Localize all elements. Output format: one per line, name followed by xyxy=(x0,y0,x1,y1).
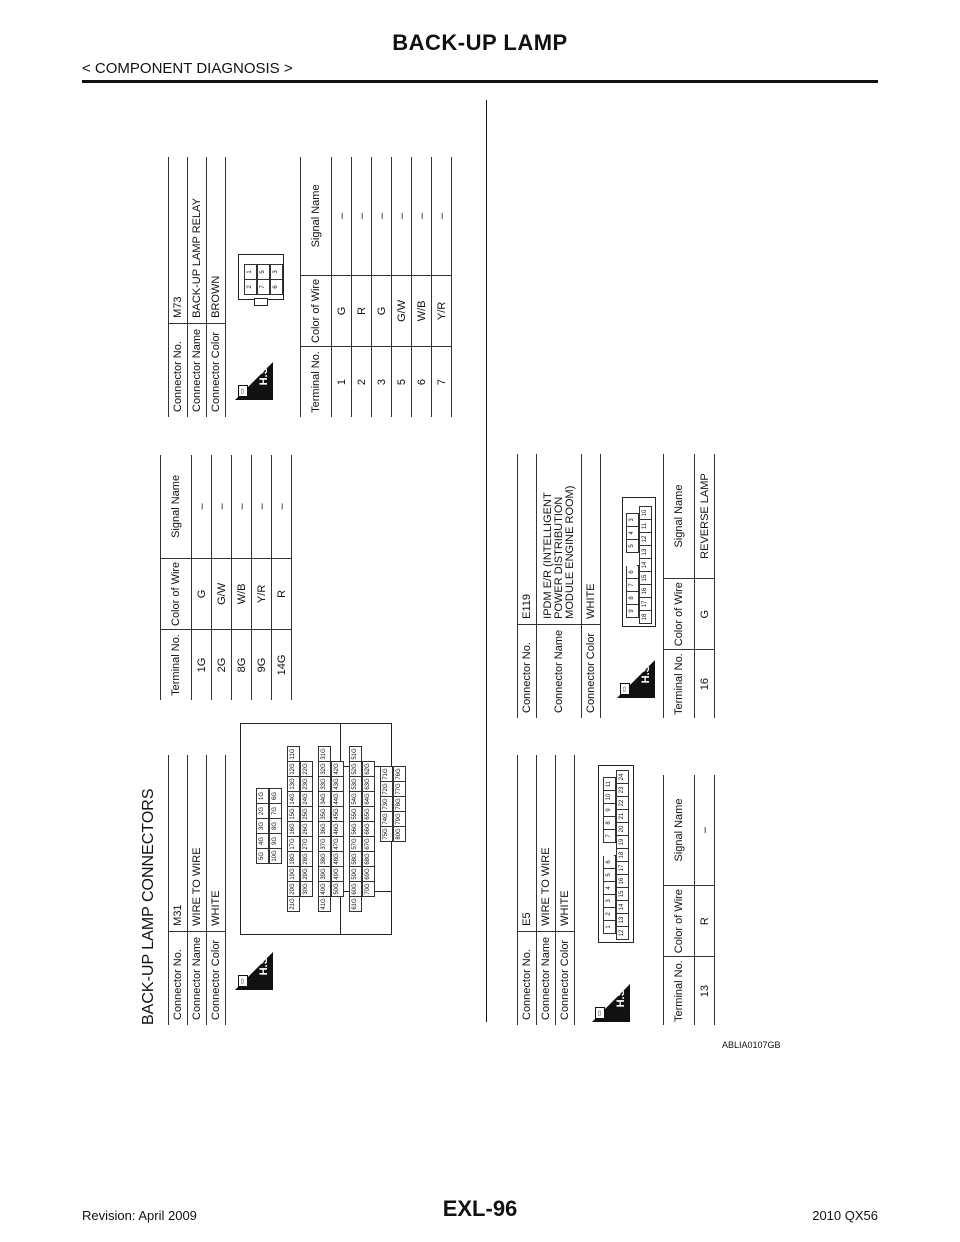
e5-hs xyxy=(592,984,630,1022)
pin-cell: 2 xyxy=(244,279,257,295)
pin-cell: 11 xyxy=(603,777,616,791)
th-color-of-wire: Color of Wire xyxy=(664,886,695,957)
terminal-no-cell: 1 xyxy=(332,347,352,418)
pin-cell: 52G xyxy=(349,761,362,777)
pin-row xyxy=(627,503,639,617)
e119-name-line: MODULE ENGINE ROOM) xyxy=(563,485,576,619)
terminal-no-cell: 1G xyxy=(192,630,212,701)
pin-row xyxy=(350,741,362,911)
m31-hs xyxy=(235,952,273,990)
pin-cell: 8G xyxy=(269,818,282,834)
pin-cell: 79G xyxy=(393,811,406,827)
e119-color: WHITE xyxy=(582,454,601,624)
pin-cell: 5 xyxy=(603,868,616,882)
signal-name-cell: – xyxy=(412,157,432,275)
table-row xyxy=(392,157,412,417)
signal-name-cell: – xyxy=(332,157,352,275)
pin-cell: 13 xyxy=(639,545,652,559)
pin-cell: 5 xyxy=(626,539,639,553)
pin-cell: 18G xyxy=(287,851,300,867)
pin-cell: 8 xyxy=(626,591,639,605)
pin-cell: 15 xyxy=(616,887,629,901)
pin-row xyxy=(319,741,331,911)
pin-cell: 78G xyxy=(393,796,406,812)
m31-name: WIRE TO WIRE xyxy=(188,755,207,931)
pin-cell: 17 xyxy=(616,861,629,875)
wire-color-cell: G xyxy=(332,275,352,346)
pin-cell: 12 xyxy=(639,532,652,546)
page-subtitle: < COMPONENT DIAGNOSIS > xyxy=(82,60,293,77)
pin-cell: 50G xyxy=(331,881,344,897)
pin-cell: 10 xyxy=(639,506,652,520)
th-terminal-no: Terminal No. xyxy=(664,650,695,718)
table-row xyxy=(252,455,272,700)
pin-cell: 76G xyxy=(393,766,406,782)
signal-name-cell: – xyxy=(432,157,452,275)
m31-pin-grid xyxy=(256,741,406,911)
label-connector-no: Connector No. xyxy=(169,931,188,1025)
pin-cell: 56G xyxy=(349,821,362,837)
signal-name-cell: REVERSE LAMP xyxy=(695,454,715,579)
label-connector-color: Connector Color xyxy=(207,931,226,1025)
wire-color-cell: W/B xyxy=(412,275,432,346)
pin-cell: 1 xyxy=(244,264,257,280)
pin-cell: 9 xyxy=(626,604,639,618)
pin-cell: 41G xyxy=(318,896,331,912)
label-connector-color: Connector Color xyxy=(556,931,575,1025)
pin-row xyxy=(604,771,616,933)
m73-no: M73 xyxy=(169,157,188,323)
m73-pin-grid xyxy=(244,262,283,294)
figure-id: ABLIA0107GB xyxy=(722,1040,781,1050)
pin-cell: 35G xyxy=(318,806,331,822)
signal-name-cell: – xyxy=(232,455,252,558)
wire-color-cell: R xyxy=(352,275,372,346)
pin-cell: 72G xyxy=(380,781,393,797)
pin-cell: 48G xyxy=(331,851,344,867)
pin-cell: 11G xyxy=(287,746,300,762)
pin-cell: 68G xyxy=(362,851,375,867)
pin-cell: 14 xyxy=(616,900,629,914)
e5-terminal-table xyxy=(663,775,715,1025)
m73-terminal-table xyxy=(300,157,452,417)
pin-cell: 1G xyxy=(256,788,269,804)
e5-pin-grid xyxy=(603,771,629,939)
pin-cell: 17G xyxy=(287,836,300,852)
terminal-no-cell: 16 xyxy=(695,650,715,718)
pin-cell: 17 xyxy=(639,597,652,611)
e5-name: WIRE TO WIRE xyxy=(537,755,556,931)
pin-cell: 59G xyxy=(349,866,362,882)
pin-row xyxy=(301,741,313,896)
wire-color-cell: Y/R xyxy=(432,275,452,346)
pin-cell: 54G xyxy=(349,791,362,807)
pin-cell: 43G xyxy=(331,776,344,792)
pin-cell: 20G xyxy=(287,881,300,897)
hs-label: H.S. xyxy=(258,364,270,386)
table-row xyxy=(432,157,452,417)
pin-cell: 26G xyxy=(300,821,313,837)
wire-color-cell: R xyxy=(272,558,292,629)
wire-color-cell: G/W xyxy=(392,275,412,346)
pin-cell: 62G xyxy=(362,761,375,777)
signal-name-cell: – xyxy=(695,775,715,886)
wire-color-cell: G xyxy=(372,275,392,346)
terminal-no-cell: 13 xyxy=(695,957,715,1025)
label-connector-color: Connector Color xyxy=(582,624,601,718)
pin-cell: 10 xyxy=(603,790,616,804)
terminal-no-cell: 2 xyxy=(352,347,372,418)
pin-cell: 74G xyxy=(380,811,393,827)
pin-cell: 28G xyxy=(300,851,313,867)
pin-cell: 6 xyxy=(626,565,639,579)
pin-cell: 33G xyxy=(318,776,331,792)
pin-cell: 51G xyxy=(349,746,362,762)
th-color-of-wire: Color of Wire xyxy=(301,275,332,346)
pin-cell: 42G xyxy=(331,761,344,777)
pin-cell: 2G xyxy=(256,803,269,819)
footer-page-number: EXL-96 xyxy=(442,1196,518,1221)
pin-cell: 18 xyxy=(639,610,652,624)
pin-cell: 16 xyxy=(616,874,629,888)
th-color-of-wire: Color of Wire xyxy=(161,558,192,629)
hs-label: H.S. xyxy=(615,986,627,1008)
th-terminal-no: Terminal No. xyxy=(301,347,332,418)
pin-gap xyxy=(603,842,614,856)
pin-cell: 6 xyxy=(603,855,616,869)
signal-name-cell: – xyxy=(192,455,212,558)
hs-label: H.S. xyxy=(640,662,652,684)
pin-row xyxy=(257,741,269,863)
pin-cell: 4 xyxy=(603,881,616,895)
pin-cell: 7 xyxy=(626,578,639,592)
terminal-no-cell: 2G xyxy=(212,630,232,701)
label-connector-no: Connector No. xyxy=(169,323,188,417)
table-row xyxy=(695,775,715,1025)
pin-cell: 23 xyxy=(616,783,629,797)
pin-cell: 13G xyxy=(287,776,300,792)
terminal-no-cell: 14G xyxy=(272,630,292,701)
th-signal-name: Signal Name xyxy=(301,157,332,275)
pin-cell: 30G xyxy=(300,881,313,897)
pin-cell: 57G xyxy=(349,836,362,852)
pin-cell: 8 xyxy=(603,816,616,830)
pin-cell: 55G xyxy=(349,806,362,822)
pin-cell: 3 xyxy=(626,513,639,527)
e5-info xyxy=(517,755,575,1025)
wire-color-cell: R xyxy=(695,886,715,957)
pin-row xyxy=(640,503,652,623)
pin-cell: 22G xyxy=(300,761,313,777)
pin-cell: 12G xyxy=(287,761,300,777)
pin-cell: 31G xyxy=(318,746,331,762)
pin-cell: 3G xyxy=(256,818,269,834)
pin-cell: 7G xyxy=(269,803,282,819)
table-row xyxy=(412,157,432,417)
e119-terminal-table xyxy=(663,454,715,718)
signal-name-cell: – xyxy=(352,157,372,275)
pin-cell: 6G xyxy=(269,788,282,804)
pin-cell: 15 xyxy=(639,571,652,585)
table-row xyxy=(212,455,232,700)
th-terminal-no: Terminal No. xyxy=(664,957,695,1025)
pin-cell: 7 xyxy=(603,829,616,843)
pin-row xyxy=(332,741,344,896)
connector-icon: ▭ xyxy=(620,683,630,695)
pin-cell: 22 xyxy=(616,796,629,810)
pin-cell: 10G xyxy=(269,848,282,864)
label-connector-name: Connector Name xyxy=(188,323,207,417)
e119-hs xyxy=(617,660,655,698)
label-connector-color: Connector Color xyxy=(207,323,226,417)
pin-cell: 75G xyxy=(380,826,393,842)
pin-row xyxy=(394,741,406,841)
pin-cell: 40G xyxy=(318,881,331,897)
label-connector-no: Connector No. xyxy=(518,624,537,718)
pin-cell: 5 xyxy=(257,264,270,280)
m73-hs xyxy=(235,362,273,400)
e119-name-line: IPDM E/R (INTELLIGENT xyxy=(541,492,554,619)
pin-cell: 38G xyxy=(318,851,331,867)
m31-info xyxy=(168,755,226,1025)
wire-color-cell: G/W xyxy=(212,558,232,629)
pin-cell: 23G xyxy=(300,776,313,792)
table-row xyxy=(352,157,372,417)
pin-gap xyxy=(626,552,637,566)
pin-cell: 3 xyxy=(603,894,616,908)
table-row xyxy=(372,157,392,417)
pin-cell: 19G xyxy=(287,866,300,882)
wire-color-cell: G xyxy=(192,558,212,629)
connector-icon: ▭ xyxy=(595,1007,605,1019)
pin-cell: 25G xyxy=(300,806,313,822)
pin-cell: 14 xyxy=(639,558,652,572)
pin-cell: 9 xyxy=(603,803,616,817)
pin-cell: 77G xyxy=(393,781,406,797)
signal-name-cell: – xyxy=(392,157,412,275)
pin-cell: 34G xyxy=(318,791,331,807)
pin-cell: 7 xyxy=(257,279,270,295)
m31-no: M31 xyxy=(169,755,188,931)
footer-model: 2010 QX56 xyxy=(812,1208,878,1223)
table-row xyxy=(272,455,292,700)
pin-cell: 24 xyxy=(616,770,629,784)
label-connector-name: Connector Name xyxy=(537,931,556,1025)
pin-cell: 80G xyxy=(393,826,406,842)
pin-cell: 3 xyxy=(270,264,283,280)
label-connector-name: Connector Name xyxy=(537,624,582,718)
wire-color-cell: Y/R xyxy=(252,558,272,629)
pin-cell: 60G xyxy=(349,881,362,897)
pin-cell: 4G xyxy=(256,833,269,849)
pin-cell: 44G xyxy=(331,791,344,807)
footer-revision: Revision: April 2009 xyxy=(82,1208,197,1223)
table-row xyxy=(695,454,715,718)
pin-cell: 6 xyxy=(270,279,283,295)
pin-cell: 18 xyxy=(616,848,629,862)
pin-cell: 29G xyxy=(300,866,313,882)
pin-cell: 15G xyxy=(287,806,300,822)
pin-row xyxy=(381,741,393,841)
e119-name xyxy=(537,454,582,624)
header-rule xyxy=(82,80,878,83)
pin-cell: 12 xyxy=(616,926,629,940)
pin-cell: 37G xyxy=(318,836,331,852)
pin-cell: 9G xyxy=(269,833,282,849)
signal-name-cell: – xyxy=(252,455,272,558)
pin-cell: 20 xyxy=(616,822,629,836)
m31-color: WHITE xyxy=(207,755,226,931)
pin-cell: 49G xyxy=(331,866,344,882)
table-row xyxy=(332,157,352,417)
m31-terminal-table xyxy=(160,455,292,700)
pin-cell: 46G xyxy=(331,821,344,837)
pin-cell: 32G xyxy=(318,761,331,777)
terminal-no-cell: 7 xyxy=(432,347,452,418)
e5-color: WHITE xyxy=(556,755,575,931)
th-signal-name: Signal Name xyxy=(161,455,192,558)
th-signal-name: Signal Name xyxy=(664,454,695,579)
pin-cell: 24G xyxy=(300,791,313,807)
pin-cell: 11 xyxy=(639,519,652,533)
th-terminal-no: Terminal No. xyxy=(161,630,192,701)
pin-row xyxy=(270,741,282,863)
e119-no: E119 xyxy=(518,454,537,624)
pin-cell: 61G xyxy=(349,896,362,912)
pin-cell: 70G xyxy=(362,881,375,897)
e119-name-line: POWER DISTRIBUTION xyxy=(552,496,565,619)
pin-cell: 21 xyxy=(616,809,629,823)
column-divider xyxy=(486,100,487,1022)
pin-cell: 69G xyxy=(362,866,375,882)
e119-pin-grid xyxy=(626,503,652,623)
table-row xyxy=(232,455,252,700)
page-title: BACK-UP LAMP xyxy=(392,30,568,55)
e119-info xyxy=(517,454,601,718)
m73-info xyxy=(168,157,226,417)
pin-cell: 2 xyxy=(603,907,616,921)
pin-cell: 5G xyxy=(256,848,269,864)
m73-color: BROWN xyxy=(207,157,226,323)
label-connector-name: Connector Name xyxy=(188,931,207,1025)
pin-row xyxy=(617,771,629,939)
th-color-of-wire: Color of Wire xyxy=(664,579,695,650)
pin-cell: 1 xyxy=(603,920,616,934)
pin-cell: 16 xyxy=(639,584,652,598)
pin-row xyxy=(258,262,270,294)
pin-cell: 58G xyxy=(349,851,362,867)
terminal-no-cell: 5 xyxy=(392,347,412,418)
pin-row xyxy=(363,741,375,896)
pin-cell: 45G xyxy=(331,806,344,822)
table-row xyxy=(192,455,212,700)
pin-row xyxy=(271,262,283,294)
pin-cell: 53G xyxy=(349,776,362,792)
pin-cell: 27G xyxy=(300,836,313,852)
signal-name-cell: – xyxy=(212,455,232,558)
terminal-no-cell: 3 xyxy=(372,347,392,418)
connector-icon: ▭ xyxy=(238,385,248,397)
pin-cell: 21G xyxy=(287,896,300,912)
pin-cell: 13 xyxy=(616,913,629,927)
pin-cell: 66G xyxy=(362,821,375,837)
label-connector-no: Connector No. xyxy=(518,931,537,1025)
pin-cell: 47G xyxy=(331,836,344,852)
pin-cell: 16G xyxy=(287,821,300,837)
connector-icon: ▭ xyxy=(238,975,248,987)
th-signal-name: Signal Name xyxy=(664,775,695,886)
pin-row xyxy=(245,262,257,294)
signal-name-cell: – xyxy=(272,455,292,558)
pin-cell: 65G xyxy=(362,806,375,822)
pin-cell: 67G xyxy=(362,836,375,852)
signal-name-cell: – xyxy=(372,157,392,275)
pin-cell: 39G xyxy=(318,866,331,882)
section-title: BACK-UP LAMP CONNECTORS xyxy=(140,788,157,1025)
hs-label: H.S. xyxy=(258,954,270,976)
pin-cell: 19 xyxy=(616,835,629,849)
pin-cell: 4 xyxy=(626,526,639,540)
terminal-no-cell: 8G xyxy=(232,630,252,701)
wire-color-cell: G xyxy=(695,579,715,650)
pin-cell: 36G xyxy=(318,821,331,837)
pin-cell: 63G xyxy=(362,776,375,792)
pin-cell: 14G xyxy=(287,791,300,807)
terminal-no-cell: 6 xyxy=(412,347,432,418)
pin-cell: 64G xyxy=(362,791,375,807)
pin-cell: 71G xyxy=(380,766,393,782)
pin-row xyxy=(288,741,300,911)
e5-no: E5 xyxy=(518,755,537,931)
m73-name: BACK-UP LAMP RELAY xyxy=(188,157,207,323)
terminal-no-cell: 9G xyxy=(252,630,272,701)
wire-color-cell: W/B xyxy=(232,558,252,629)
pin-cell: 73G xyxy=(380,796,393,812)
